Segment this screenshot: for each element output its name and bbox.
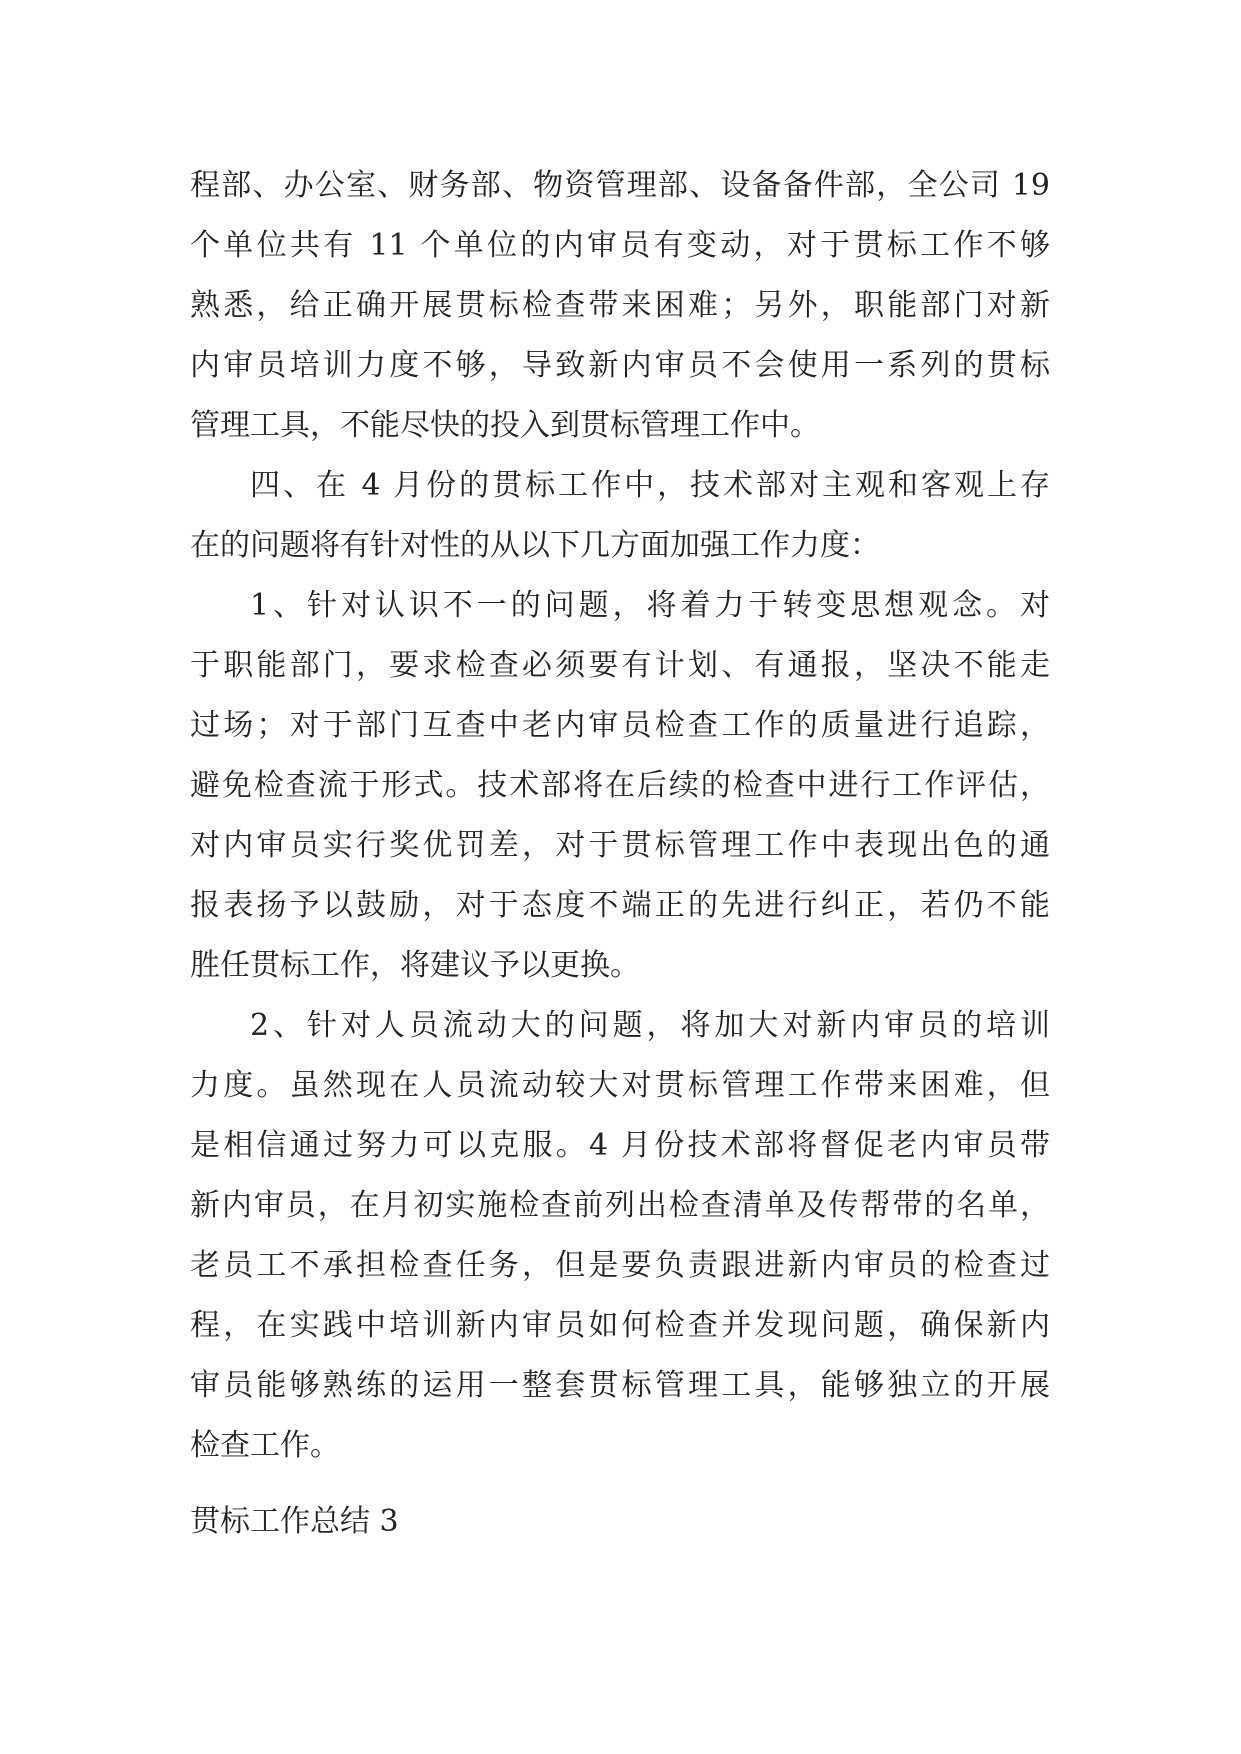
text-line: 是相信通过努力可以克服。4 月份技术部将督促老内审员带 [190, 1128, 1050, 1163]
text-line: 内审员培训力度不够，导致新内审员不会使用一系列的贯标 [190, 348, 1050, 383]
section-heading: 贯标工作总结 3 [190, 1504, 399, 1539]
text-line: 程部、办公室、财务部、物资管理部、设备备件部，全公司 19 [190, 168, 1050, 203]
text-line: 检查工作。 [190, 1428, 340, 1463]
text-line: 熟悉，给正确开展贯标检查带来困难；另外，职能部门对新 [190, 288, 1050, 323]
text-line: 对内审员实行奖优罚差，对于贯标管理工作中表现出色的通 [190, 828, 1050, 863]
text-line-indented: 2、针对人员流动大的问题，将加大对新内审员的培训 [250, 1008, 1050, 1043]
text-line: 老员工不承担检查任务，但是要负责跟进新内审员的检查过 [190, 1248, 1050, 1283]
text-line: 于职能部门，要求检查必须要有计划、有通报，坚决不能走 [190, 648, 1050, 683]
text-line: 管理工具，不能尽快的投入到贯标管理工作中。 [190, 408, 820, 443]
text-line: 胜任贯标工作，将建议予以更换。 [190, 948, 640, 983]
text-line: 避免检查流于形式。技术部将在后续的检查中进行工作评估， [190, 768, 1050, 803]
text-line: 审员能够熟练的运用一整套贯标管理工具，能够独立的开展 [190, 1368, 1050, 1403]
text-line-indented: 1、针对认识不一的问题，将着力于转变思想观念。对 [250, 588, 1050, 623]
text-line: 程，在实践中培训新内审员如何检查并发现问题，确保新内 [190, 1308, 1050, 1343]
text-line: 报表扬予以鼓励，对于态度不端正的先进行纠正，若仍不能 [190, 888, 1050, 923]
text-line-indented: 四、在 4 月份的贯标工作中，技术部对主观和客观上存 [250, 468, 1050, 503]
text-line: 过场；对于部门互查中老内审员检查工作的质量进行追踪， [190, 708, 1050, 743]
text-line: 个单位共有 11 个单位的内审员有变动，对于贯标工作不够 [190, 228, 1050, 263]
text-line: 在的问题将有针对性的从以下几方面加强工作力度： [190, 528, 880, 563]
text-line: 力度。虽然现在人员流动较大对贯标管理工作带来困难，但 [190, 1068, 1050, 1103]
text-line: 新内审员，在月初实施检查前列出检查清单及传帮带的名单， [190, 1188, 1050, 1223]
